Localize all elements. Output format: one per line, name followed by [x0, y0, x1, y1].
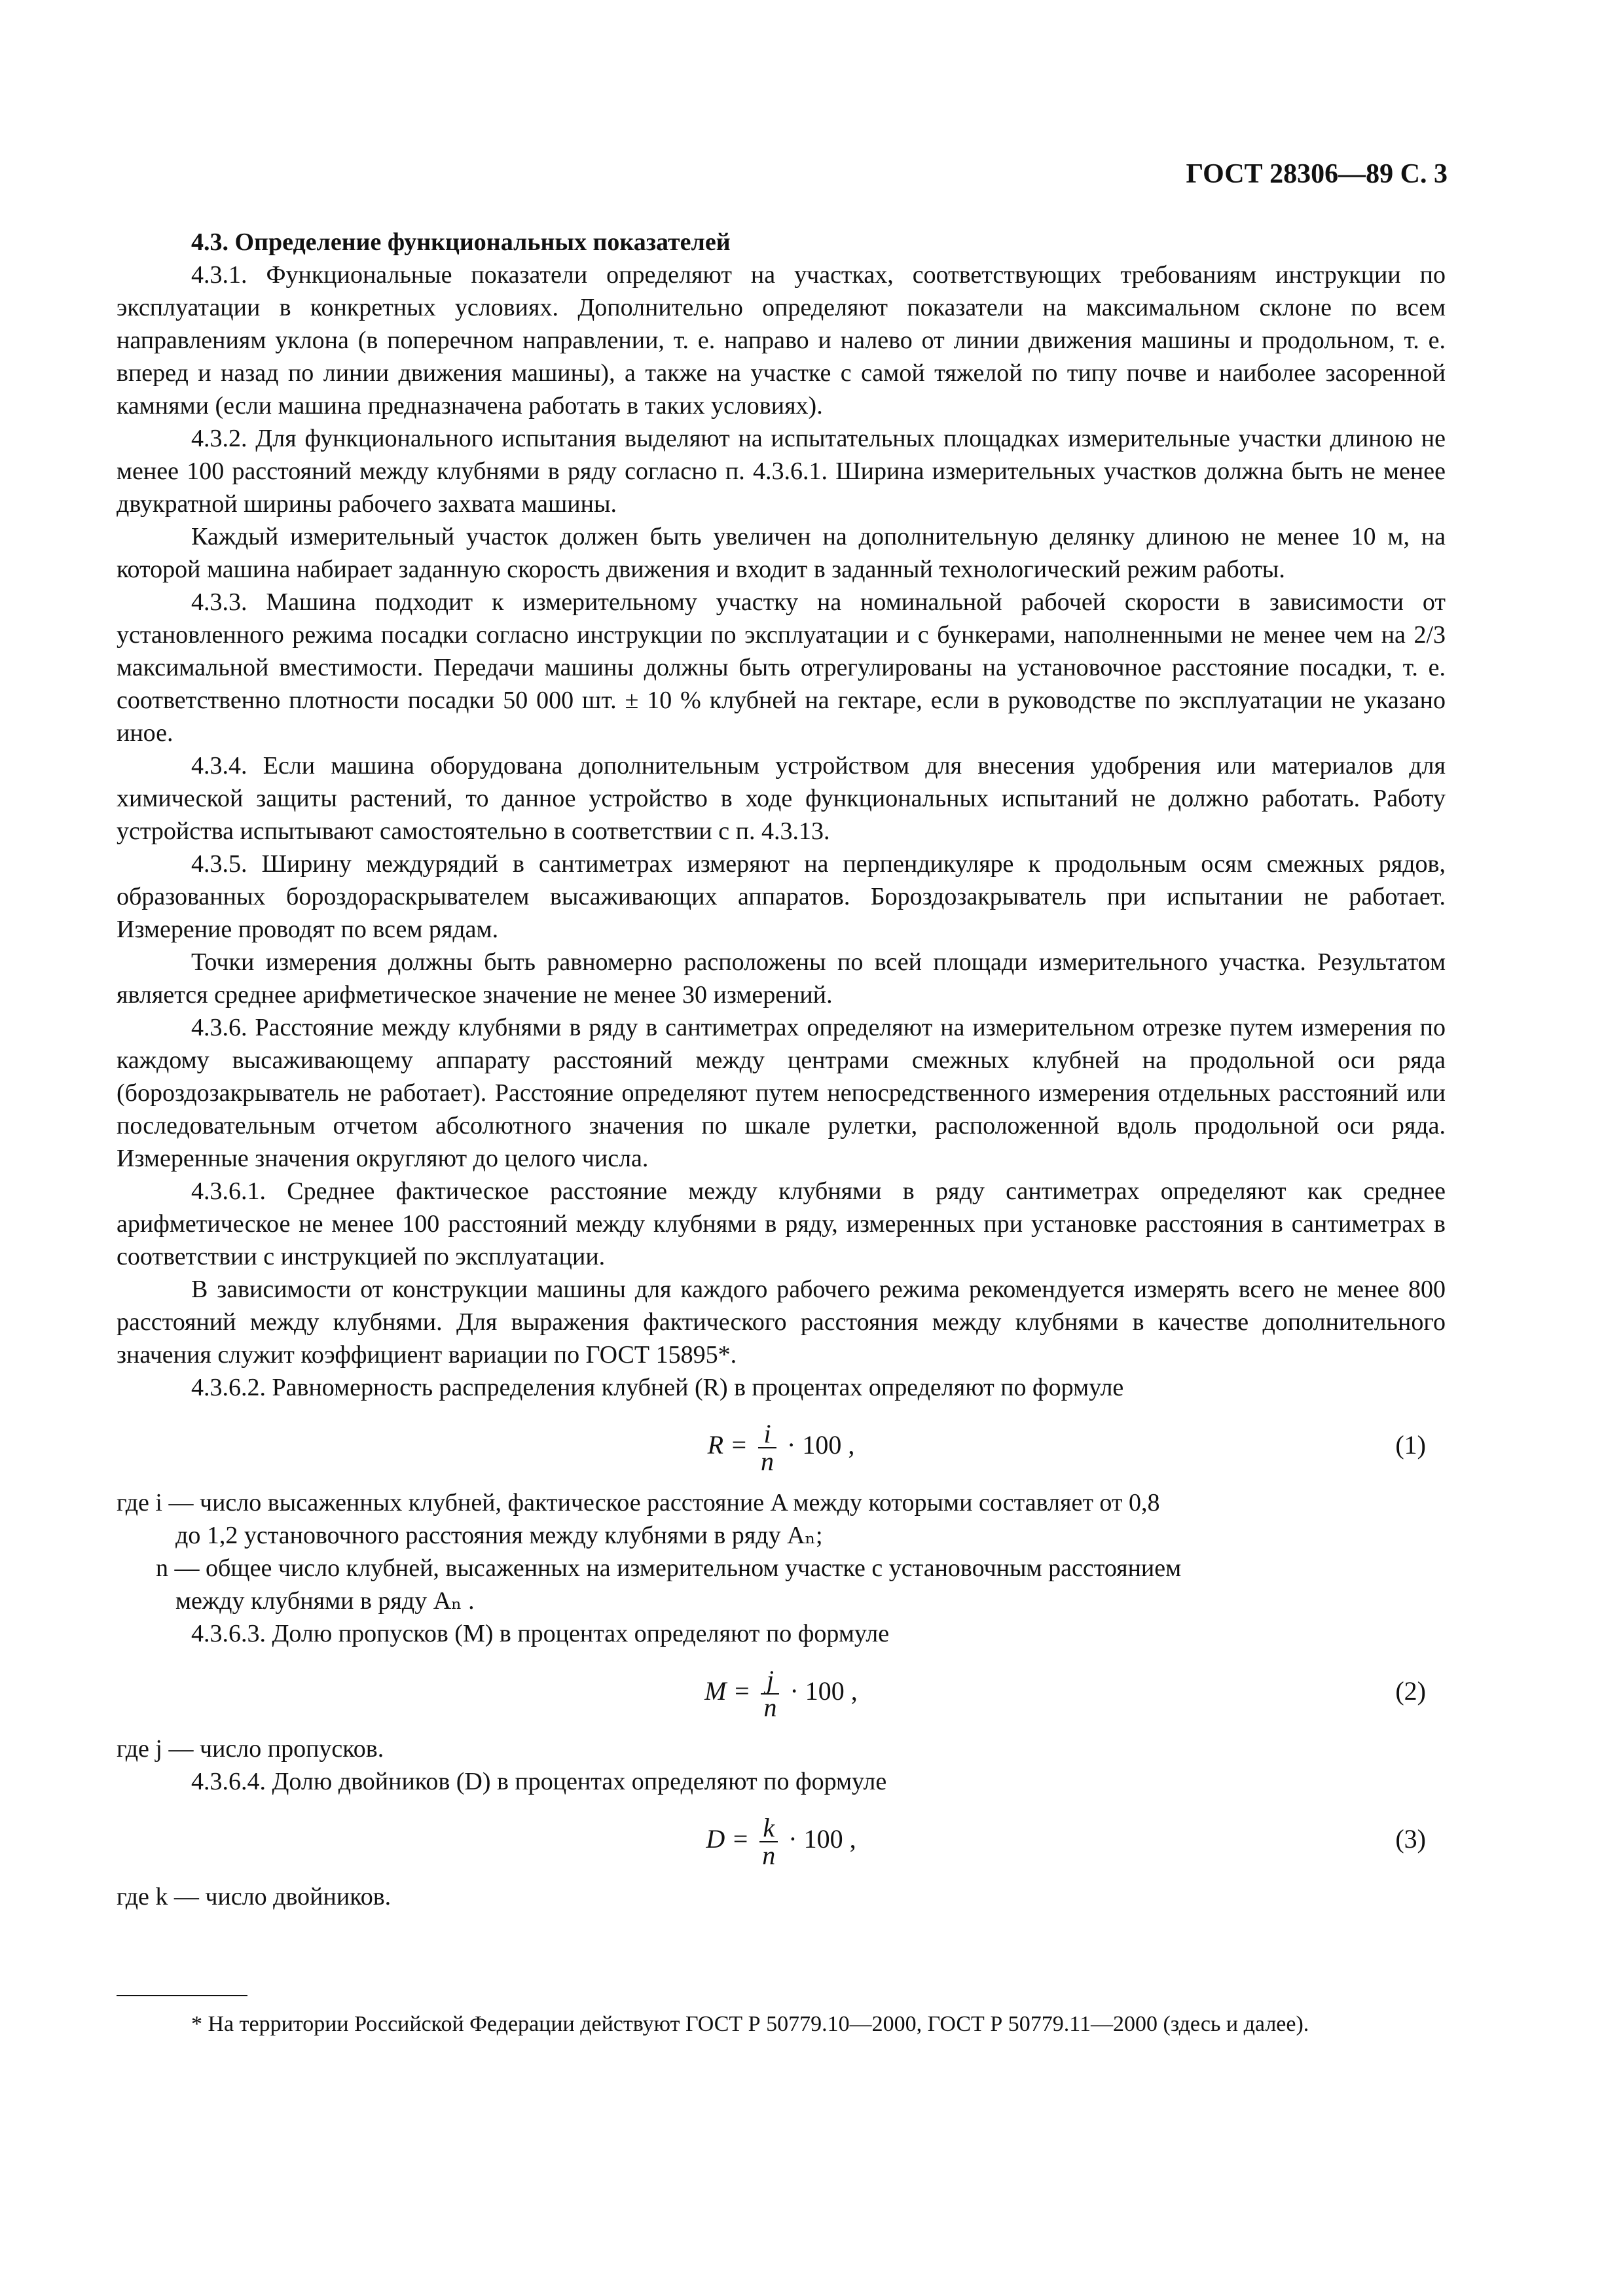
paragraph: Точки измерения должны быть равномерно расположены по всей площади измерительного участка. Результатом является среднее арифметическое значение не менее 30 измерений. — [117, 948, 1446, 1009]
formula-3 — [117, 1803, 1446, 1875]
where-clause: где k — число двойников. — [117, 1883, 392, 1910]
fraction-numerator: i — [758, 1421, 776, 1448]
formula-fraction — [761, 1664, 779, 1722]
where-clause: где i — число высаженных клубней, фактическое расстояние A между которыми составляет от 0,8 — [117, 1489, 1160, 1516]
formula-1 — [117, 1409, 1446, 1481]
paragraph: 4.3.2. Для функционального испытания выделяют на испытательных площадках измерительные участки длиною не менее 100 расстояний между клубнями в ряду согласно п. 4.3.6.1. Ширина измерительных участков должна быть не менее двукратной ширины рабочего захвата машины. — [117, 425, 1446, 518]
where-clause: где j — число пропусков. — [117, 1735, 384, 1763]
fraction-numerator: j — [761, 1667, 779, 1695]
formula-rhs: · 100 , — [787, 1430, 855, 1460]
formula-fraction — [758, 1418, 776, 1476]
formula-expression — [117, 1655, 1446, 1727]
formula-expression — [117, 1803, 1446, 1875]
paragraph: В зависимости от конструкции машины для каждого рабочего режима рекомендуется измерять всего не менее 800 расстояний между клубнями. Для выражения фактического расстояния между клубнями в качестве дополнительного значения служит коэффициент вариации по ГОСТ 15895*. — [117, 1276, 1446, 1369]
paragraph-text: максимальной вместимости. Передачи машины должны быть отрегулированы на установочное расстояние посадки, т. е. соответственно плотности посадки 50 000 шт. ± 10 % клубней на гектаре, если в руководстве по эксплуатации не указано иное. — [117, 654, 1446, 747]
formula-expression — [117, 1409, 1446, 1481]
fraction-numerator: k — [759, 1815, 778, 1842]
formula-rhs: · 100 , — [790, 1676, 858, 1706]
paragraph: 4.3.6.3. Долю пропусков (M) в процентах определяют по формуле — [191, 1620, 890, 1647]
formula-lhs: M = — [704, 1676, 751, 1706]
fraction-denominator: n — [763, 1692, 777, 1722]
formula-number: (3) — [1395, 1824, 1426, 1854]
paragraph: 4.3.6.2. Равномерность распределения клубней (R) в процентах определяют по формуле — [191, 1374, 1124, 1401]
footnote: * На территории Российской Федерации действуют ГОСТ Р 50779.10—2000, ГОСТ Р 50779.11—2000 (здесь и далее). — [191, 2012, 1309, 2036]
where-clause: n — общее число клубней, высаженных на измерительном участке с установочным расстоянием — [156, 1554, 1182, 1582]
paragraph: 4.3.6.1. Среднее фактическое расстояние между клубнями в ряду сантиметрах определяют как среднее арифметическое не менее 100 расстояний между клубнями в ряду, измеренных при установке расстояния в сантиметрах в соответствии с инструкцией по эксплуатации. — [117, 1177, 1446, 1270]
paragraph — [117, 586, 1446, 749]
footnote-divider — [117, 1995, 247, 1996]
paragraph-text: 4.3.3. Машина подходит к измерительному участку на номинальной рабочей скорости в зависимости от установленного режима посадки согласно инструкции по эксплуатации и с бункерами, наполненными не менее чем на — [117, 588, 1446, 649]
paragraph: Каждый измерительный участок должен быть увеличен на дополнительную делянку длиною не менее 10 м, на которой машина набирает заданную скорость движения и входит в заданный технологический режим работы. — [117, 523, 1446, 583]
formula-number: (1) — [1395, 1430, 1426, 1460]
where-clause-cont: до 1,2 установочного расстояния между клубнями в ряду Aₙ; — [175, 1522, 823, 1549]
section-title: 4.3. Определение функциональных показателей — [191, 228, 731, 256]
formula-lhs: D = — [706, 1824, 750, 1854]
fraction-denominator: n — [762, 1840, 776, 1870]
formula-rhs: · 100 , — [788, 1824, 856, 1854]
formula-fraction — [759, 1812, 778, 1870]
main-content — [117, 226, 1446, 1913]
formula-number: (2) — [1395, 1676, 1426, 1706]
page-header: ГОСТ 28306—89 С. 3 — [1186, 159, 1448, 189]
fraction-two-thirds: 2/3 — [1413, 621, 1446, 649]
paragraph: 4.3.5. Ширину междурядий в сантиметрах измеряют на перпендикуляре к продольным осям смежных рядов, образованных бороздораскрывателем высаживающих аппаратов. Бороздозакрыватель при испытании не работает. Измерение проводят по всем рядам. — [117, 850, 1446, 943]
where-clause-cont: между клубнями в ряду Aₙ . — [175, 1587, 475, 1615]
paragraph: 4.3.6. Расстояние между клубнями в ряду в сантиметрах определяют на измерительном отрезке путем измерения по каждому высаживающему аппарату расстояний между центрами смежных клубней на продольной оси ряда (бороздозакрыватель не работает). Расстояние определяют путем непосредственного измерения отдельных расстояний или последовательным отчетом абсолютного значения по шкале рулетки, расположенной вдоль продольной оси ряда. Измеренные значения округляют до целого числа. — [117, 1014, 1446, 1172]
paragraph: 4.3.1. Функциональные показатели определяют на участках, соответствующих требованиям инструкции по эксплуатации в конкретных условиях. Дополнительно определяют показатели на максимальном склоне по всем направлениям уклона (в поперечном направлении, т. е. направо и налево от линии движения машины и продольном, т. е. вперед и назад по линии движения машины), а также на участке с самой тяжелой по типу почве и наиболее засоренной камнями (если машина предназначена работать в таких условиях). — [117, 261, 1446, 420]
formula-2 — [117, 1655, 1446, 1727]
formula-lhs: R = — [707, 1430, 748, 1460]
fraction-denominator: n — [761, 1446, 775, 1476]
paragraph: 4.3.6.4. Долю двойников (D) в процентах определяют по формуле — [191, 1768, 887, 1795]
paragraph: 4.3.4. Если машина оборудована дополнительным устройством для внесения удобрения или материалов для химической защиты растений, то данное устройство в ходе функциональных испытаний не должно работать. Работу устройства испытывают самостоятельно в соответствии с п. 4.3.13. — [117, 752, 1446, 845]
